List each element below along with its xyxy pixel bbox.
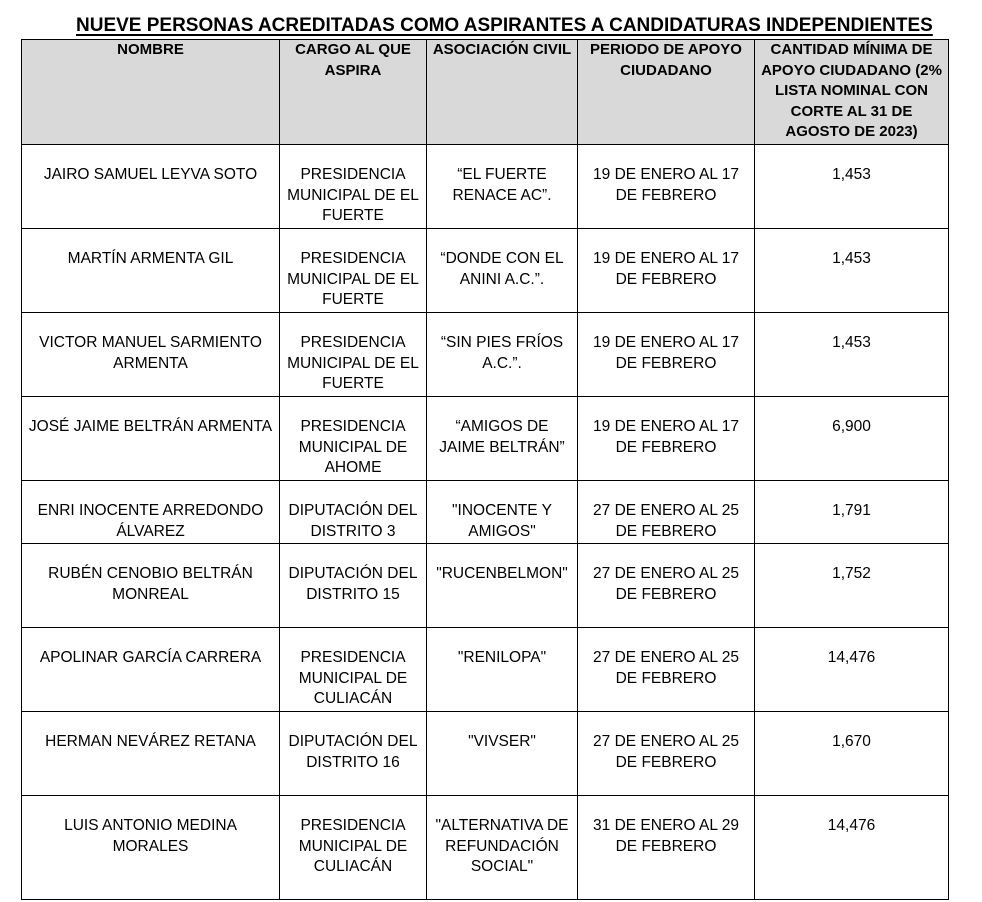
cell-cantidad: 1,453: [755, 229, 949, 313]
cell-periodo: 27 DE ENERO AL 25 DE FEBRERO: [578, 628, 755, 712]
cell-nombre: HERMAN NEVÁREZ RETANA: [22, 712, 280, 796]
cell-asociacion: “DONDE CON EL ANINI A.C.”.: [427, 229, 578, 313]
cell-asociacion: “AMIGOS DE JAIME BELTRÁN”: [427, 397, 578, 481]
cell-cantidad: 1,453: [755, 145, 949, 229]
cell-periodo: 19 DE ENERO AL 17 DE FEBRERO: [578, 229, 755, 313]
cell-asociacion: "RENILOPA": [427, 628, 578, 712]
cell-periodo: 27 DE ENERO AL 25 DE FEBRERO: [578, 481, 755, 544]
table-header-row: [22, 40, 949, 145]
cell-cantidad: 1,453: [755, 313, 949, 397]
header-cargo: CARGO AL QUE ASPIRA: [280, 40, 427, 145]
header-nombre: NOMBRE: [22, 40, 280, 145]
cell-cantidad: 1,752: [755, 544, 949, 628]
cell-cargo: DIPUTACIÓN DEL DISTRITO 3: [280, 481, 427, 544]
table-row: [22, 481, 949, 544]
table-row: [22, 796, 949, 900]
cell-cargo: PRESIDENCIA MUNICIPAL DE CULIACÁN: [280, 796, 427, 900]
cell-nombre: VICTOR MANUEL SARMIENTO ARMENTA: [22, 313, 280, 397]
cell-asociacion: "VIVSER": [427, 712, 578, 796]
table-row: [22, 145, 949, 229]
header-cantidad: CANTIDAD MÍNIMA DE APOYO CIUDADANO (2% LISTA NOMINAL CON CORTE AL 31 DE AGOSTO DE 2023): [755, 40, 949, 145]
table-row: [22, 313, 949, 397]
cell-nombre: JAIRO SAMUEL LEYVA SOTO: [22, 145, 280, 229]
table-row: [22, 712, 949, 796]
cell-nombre: MARTÍN ARMENTA GIL: [22, 229, 280, 313]
cell-periodo: 31 DE ENERO AL 29 DE FEBRERO: [578, 796, 755, 900]
cell-nombre: ENRI INOCENTE ARREDONDO ÁLVAREZ: [22, 481, 280, 544]
document-title: NUEVE PERSONAS ACREDITADAS COMO ASPIRANTES A CANDIDATURAS INDEPENDIENTES: [76, 15, 933, 36]
cell-cargo: DIPUTACIÓN DEL DISTRITO 15: [280, 544, 427, 628]
cell-asociacion: “SIN PIES FRÍOS A.C.”.: [427, 313, 578, 397]
cell-nombre: LUIS ANTONIO MEDINA MORALES: [22, 796, 280, 900]
cell-nombre: JOSÉ JAIME BELTRÁN ARMENTA: [22, 397, 280, 481]
candidates-table: [21, 39, 949, 900]
cell-asociacion: “EL FUERTE RENACE AC”.: [427, 145, 578, 229]
table-row: [22, 229, 949, 313]
cell-cantidad: 1,670: [755, 712, 949, 796]
cell-cargo: DIPUTACIÓN DEL DISTRITO 16: [280, 712, 427, 796]
cell-periodo: 19 DE ENERO AL 17 DE FEBRERO: [578, 313, 755, 397]
cell-cantidad: 14,476: [755, 628, 949, 712]
cell-periodo: 19 DE ENERO AL 17 DE FEBRERO: [578, 145, 755, 229]
table-row: [22, 544, 949, 628]
header-periodo: PERIODO DE APOYO CIUDADANO: [578, 40, 755, 145]
cell-asociacion: "ALTERNATIVA DE REFUNDACIÓN SOCIAL": [427, 796, 578, 900]
cell-cantidad: 6,900: [755, 397, 949, 481]
cell-nombre: RUBÉN CENOBIO BELTRÁN MONREAL: [22, 544, 280, 628]
cell-cantidad: 14,476: [755, 796, 949, 900]
cell-asociacion: "RUCENBELMON": [427, 544, 578, 628]
cell-periodo: 27 DE ENERO AL 25 DE FEBRERO: [578, 544, 755, 628]
cell-cargo: PRESIDENCIA MUNICIPAL DE AHOME: [280, 397, 427, 481]
header-asociacion: ASOCIACIÓN CIVIL: [427, 40, 578, 145]
cell-cargo: PRESIDENCIA MUNICIPAL DE EL FUERTE: [280, 229, 427, 313]
cell-nombre: APOLINAR GARCÍA CARRERA: [22, 628, 280, 712]
cell-cargo: PRESIDENCIA MUNICIPAL DE EL FUERTE: [280, 145, 427, 229]
table-row: [22, 628, 949, 712]
cell-cargo: PRESIDENCIA MUNICIPAL DE EL FUERTE: [280, 313, 427, 397]
table-row: [22, 397, 949, 481]
cell-periodo: 27 DE ENERO AL 25 DE FEBRERO: [578, 712, 755, 796]
cell-cantidad: 1,791: [755, 481, 949, 544]
cell-asociacion: "INOCENTE Y AMIGOS": [427, 481, 578, 544]
cell-cargo: PRESIDENCIA MUNICIPAL DE CULIACÁN: [280, 628, 427, 712]
cell-periodo: 19 DE ENERO AL 17 DE FEBRERO: [578, 397, 755, 481]
